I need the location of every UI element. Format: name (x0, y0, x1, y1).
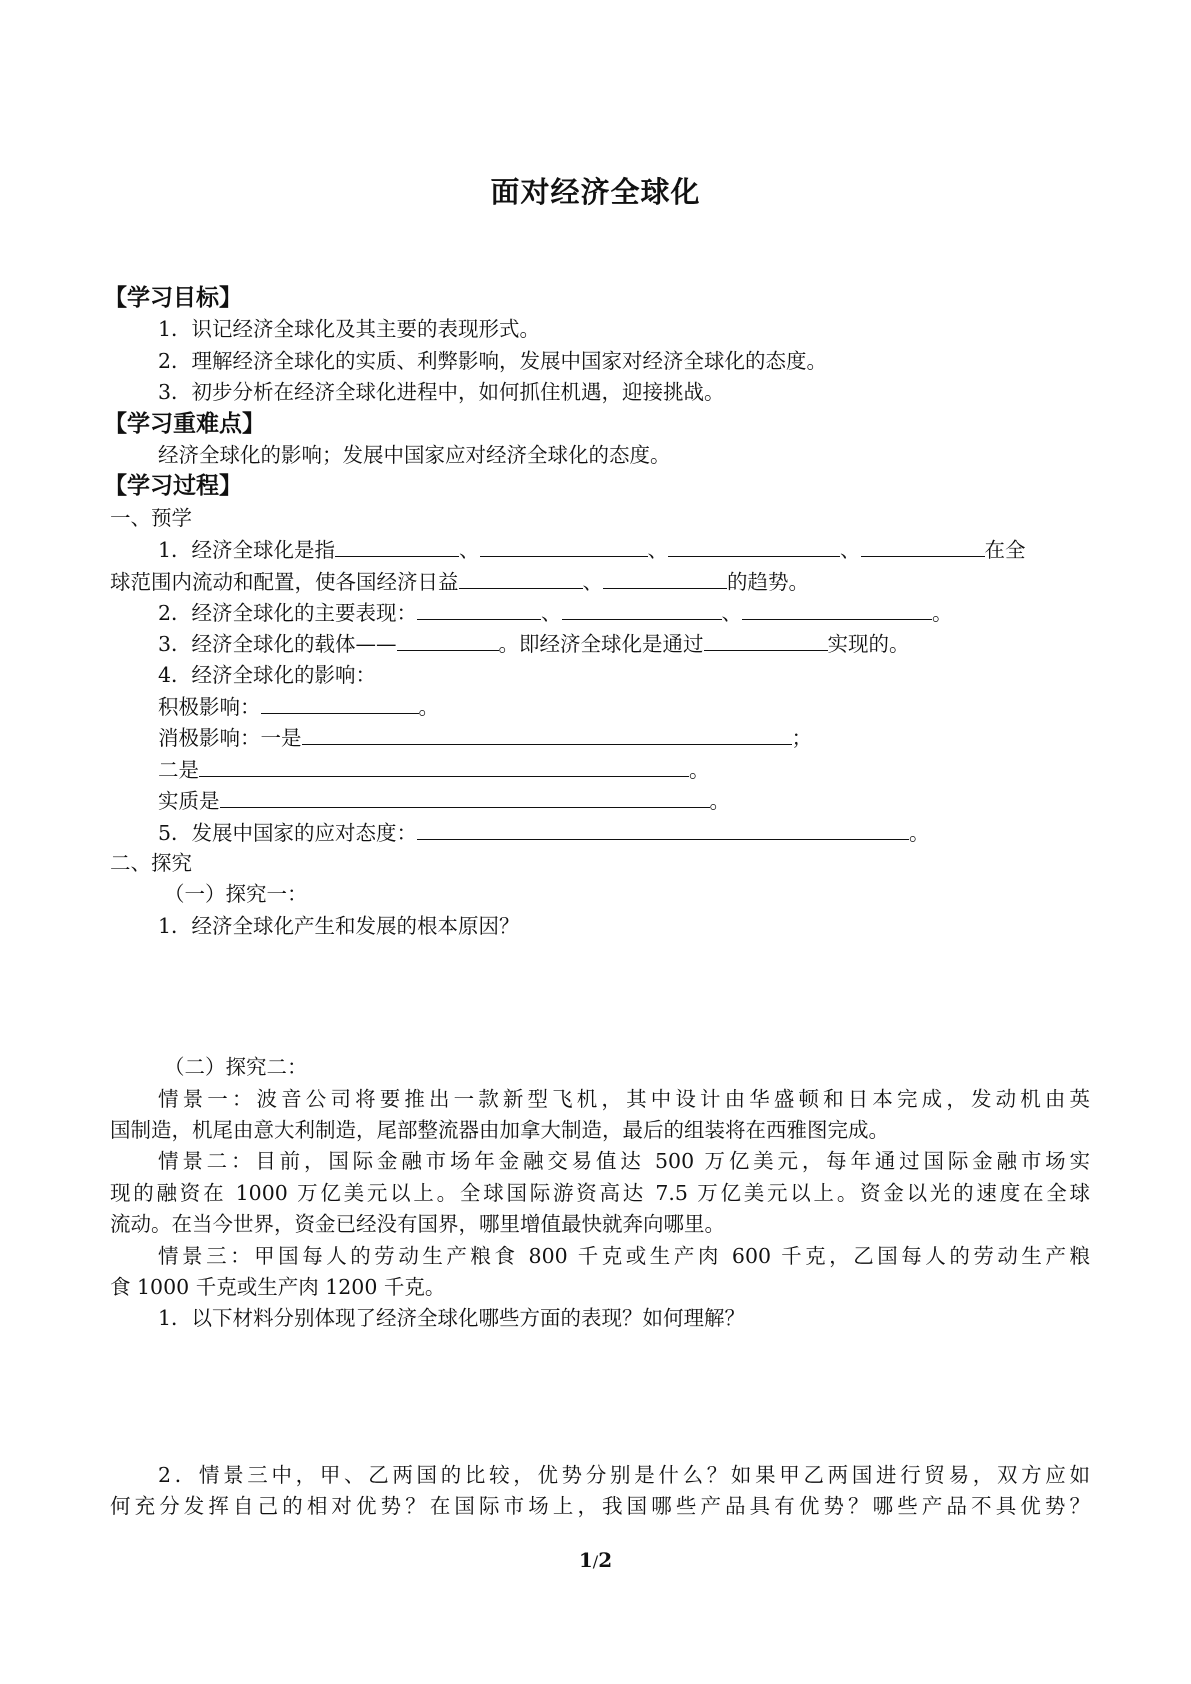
explore-two-question-2-cont: 何充分发挥自己的相对优势？在国际市场上，我国哪些产品具有优势？哪些产品不具优势？ (110, 1494, 1090, 1519)
goal-item: 1．识记经济全球化及其主要的表现形式。 (158, 317, 541, 342)
goal-item: 3．初步分析在经济全球化进程中，如何抓住机遇，迎接挑战。 (158, 380, 725, 405)
scenario-3: 情景三：甲国每人的劳动生产粮食 800 千克或生产肉 600 千克，乙国每人的劳动生产粮 (158, 1243, 1090, 1268)
page-number: 1/2 (578, 1548, 613, 1572)
page-title: 面对经济全球化 (490, 175, 701, 209)
fill-blank[interactable] (417, 817, 909, 840)
negative-impact-1: 消极影响：一是 ； (110, 722, 1090, 753)
scenario-1: 情景一：波音公司将要推出一款新型飞机，其中设计由华盛顿和日本完成，发动机由英 (158, 1086, 1090, 1111)
answer-space[interactable] (110, 942, 1090, 1052)
fill-blank[interactable] (704, 628, 828, 651)
scenario-2: 情景二：目前，国际金融市场年金融交易值达 500 万亿美元，每年通过国际金融市场实 (158, 1149, 1090, 1174)
preview-label: 一、预学 (110, 505, 192, 530)
key-points-header: 【学习重难点】 (104, 410, 265, 437)
fill-blank[interactable] (480, 534, 648, 557)
positive-impact: 积极影响： 。 (110, 691, 1090, 722)
explore-one-label: （一）探究一： (164, 882, 308, 907)
negative-impact-2: 二是 。 (110, 754, 1090, 785)
document-body (104, 283, 1090, 1523)
scenario-3-cont: 食 1000 千克或生产肉 1200 千克。 (110, 1274, 446, 1299)
scenario-2-cont: 现的融资在 1000 万亿美元以上。全球国际游资高达 7.5 万亿美元以上。资金以光的速度在全球 (110, 1180, 1090, 1205)
fill-blank[interactable] (335, 534, 459, 557)
fill-blank[interactable] (603, 566, 727, 589)
explore-two-question-2: 2．情景三中，甲、乙两国的比较，优势分别是什么？如果甲乙两国进行贸易，双方应如 (158, 1462, 1090, 1487)
answer-space[interactable] (110, 1335, 1090, 1460)
scenario-1-cont: 国制造，机尾由意大利制造，尾部整流器由加拿大制造，最后的组装将在西雅图完成。 (110, 1117, 889, 1142)
preview-question-1: 1．经济全球化是指 、 、 、 在全 (110, 534, 1090, 565)
fill-blank[interactable] (668, 534, 840, 557)
fill-blank[interactable] (417, 597, 541, 620)
fill-blank[interactable] (742, 597, 932, 620)
fill-blank[interactable] (199, 754, 689, 777)
goal-item: 2．理解经济全球化的实质、利弊影响，发展中国家对经济全球化的态度。 (158, 348, 828, 373)
goals-header: 【学习目标】 (104, 285, 242, 311)
scenario-2-cont: 流动。在当今世界，资金已经没有国界，哪里增值最快就奔向哪里。 (110, 1212, 725, 1237)
fill-blank[interactable] (397, 628, 499, 651)
fill-blank[interactable] (562, 597, 722, 620)
fill-blank[interactable] (261, 691, 419, 714)
impact-essence: 实质是 。 (110, 785, 1090, 816)
preview-question-4: 4．经济全球化的影响： (158, 662, 377, 687)
fill-blank[interactable] (220, 785, 710, 808)
process-header: 【学习过程】 (104, 473, 242, 500)
explore-one-question: 1．经济全球化产生和发展的根本原因？ (158, 913, 520, 938)
preview-question-3: 3．经济全球化的载体—— 。即经济全球化是通过 实现的。 (110, 628, 1090, 659)
key-points-text: 经济全球化的影响；发展中国家应对经济全球化的态度。 (158, 442, 671, 467)
explore-label: 二、探究 (110, 851, 192, 876)
fill-blank[interactable] (861, 534, 985, 557)
explore-two-label: （二）探究二： (164, 1055, 308, 1080)
fill-blank[interactable] (302, 722, 792, 745)
preview-question-5: 5．发展中国家的应对态度： 。 (110, 817, 1090, 848)
preview-question-2: 2．经济全球化的主要表现： 、 、 。 (110, 597, 1090, 628)
fill-blank[interactable] (459, 566, 583, 589)
explore-two-question-1: 1．以下材料分别体现了经济全球化哪些方面的表现？如何理解？ (158, 1306, 746, 1331)
preview-question-1-cont: 球范围内流动和配置，使各国经济日益 、 的趋势。 (110, 566, 1090, 597)
